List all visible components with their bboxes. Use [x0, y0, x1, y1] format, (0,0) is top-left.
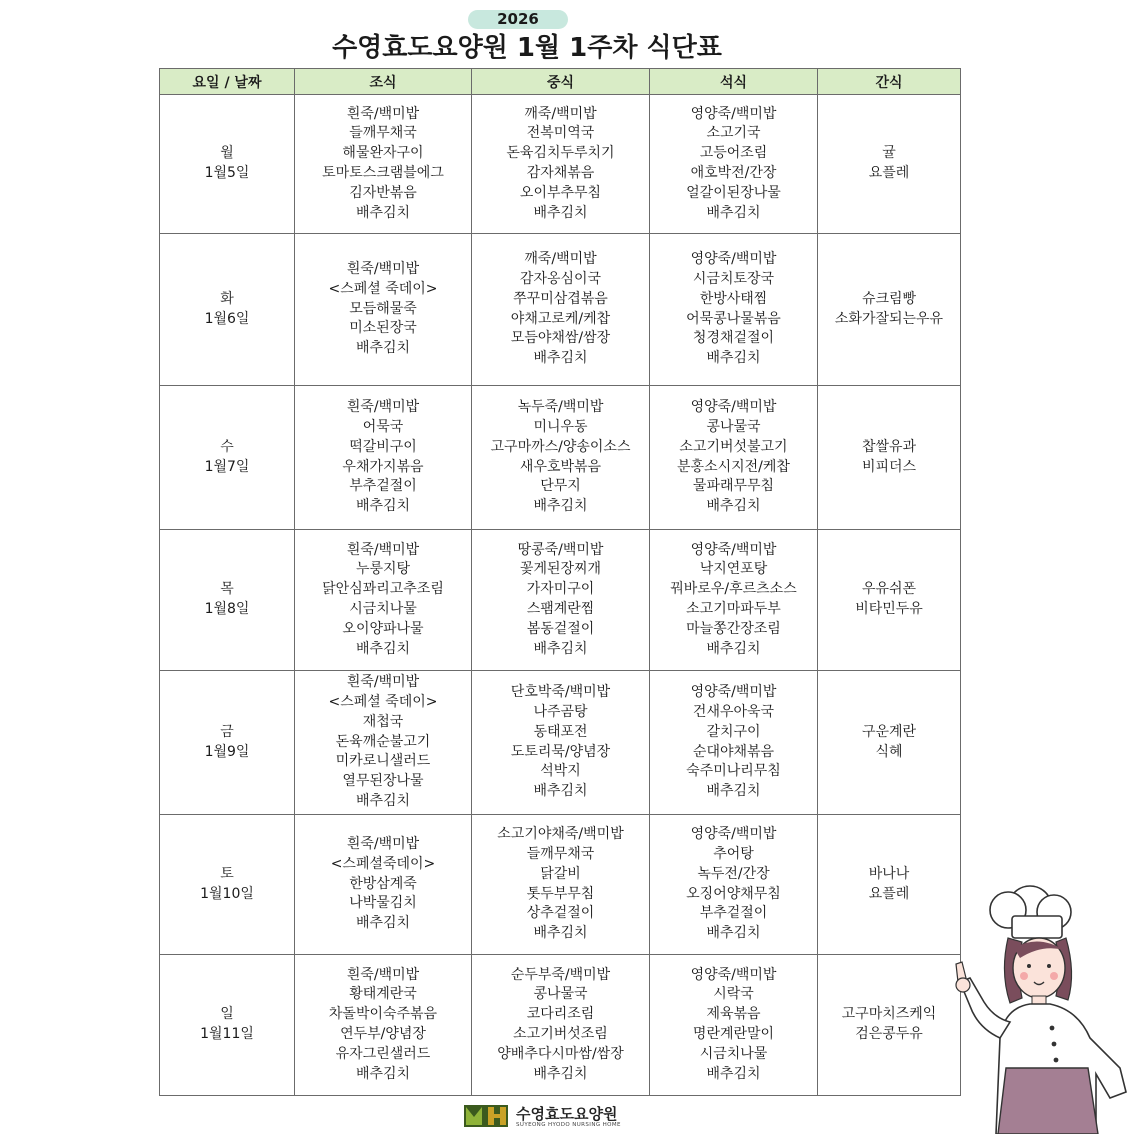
menu-item: 오이양파나물	[342, 620, 424, 637]
menu-item: 부추겉절이	[349, 478, 417, 495]
menu-item: 돈육김치두루치기	[506, 145, 615, 162]
menu-item: 비피더스	[861, 458, 917, 475]
menu-item: 배추김치	[533, 498, 588, 515]
day-date-cell	[160, 234, 295, 386]
logo-subtitle: SUYEONG HYODO NURSING HOME	[516, 1122, 621, 1128]
header-lunch: 중식	[472, 69, 650, 95]
menu-item: 검은콩두유	[855, 1026, 923, 1042]
header-breakfast: 조식	[295, 69, 472, 95]
menu-item: 석박지	[540, 763, 581, 780]
menu-item: 바나나	[868, 865, 910, 882]
snack-cell	[818, 95, 961, 234]
snack-cell	[818, 386, 961, 530]
menu-item: 시락국	[713, 986, 754, 1003]
breakfast-cell	[295, 530, 472, 671]
menu-item: 영양죽/백미밥	[690, 541, 777, 558]
menu-item: 미소된장국	[349, 320, 417, 337]
menu-item: 영양죽/백미밥	[690, 105, 777, 122]
menu-item: 배추김치	[533, 640, 588, 657]
day-label: 일	[220, 1006, 234, 1023]
menu-item: 배추김치	[533, 925, 588, 942]
menu-item: 오이부추무침	[519, 184, 602, 201]
dinner-cell	[650, 955, 818, 1096]
lunch-cell	[472, 955, 650, 1096]
chef-illustration	[930, 878, 1134, 1134]
table-row	[160, 815, 961, 955]
footer-logo	[464, 1103, 654, 1131]
menu-item: 추어탕	[713, 845, 754, 862]
dinner-cell	[650, 671, 818, 815]
menu-item: 배추김치	[706, 925, 761, 942]
menu-item: 소고기야채죽/백미밥	[497, 826, 624, 843]
menu-item: 연두부/양념장	[340, 1026, 426, 1042]
menu-item: 시금치토장국	[692, 270, 775, 287]
date-label: 1월10일	[200, 885, 254, 902]
table-row	[160, 234, 961, 386]
menu-item: 땅콩죽/백미밥	[517, 541, 604, 558]
menu-item: 감자채볶음	[526, 165, 595, 181]
menu-item: 낙지연포탕	[699, 561, 768, 578]
breakfast-cell	[295, 234, 472, 386]
menu-item: 닭갈비	[540, 865, 581, 882]
dinner-cell	[650, 234, 818, 386]
menu-item: 배추김치	[355, 1065, 411, 1082]
menu-item: 배추김치	[533, 783, 588, 800]
menu-item: 흰죽/백미밥	[346, 105, 420, 122]
menu-item: 깨죽/백미밥	[524, 251, 597, 268]
menu-item: 닭안심꽈리고추조림	[322, 581, 444, 598]
header-dinner: 석식	[650, 69, 818, 95]
menu-item: 요플레	[868, 165, 910, 181]
day-date-cell	[160, 95, 295, 234]
menu-item: 순두부죽/백미밥	[510, 966, 611, 983]
menu-item: 귤	[882, 145, 896, 162]
menu-item: 녹두전/간장	[697, 865, 770, 882]
menu-item: 우채가지볶음	[342, 458, 424, 475]
menu-item: 가자미구이	[526, 581, 595, 598]
snack-cell	[818, 234, 961, 386]
logo-mark-icon	[464, 1103, 508, 1129]
menu-item: 전복미역국	[526, 125, 595, 142]
menu-item: 요플레	[868, 885, 910, 902]
menu-item: 꿔바로우/후르츠소스	[670, 581, 797, 598]
menu-item: 배추김치	[706, 783, 761, 800]
menu-item: 톳두부무침	[526, 885, 595, 902]
menu-item: 청경채겉절이	[692, 330, 775, 347]
menu-item: 상추겉절이	[526, 905, 595, 922]
dinner-cell	[650, 530, 818, 671]
menu-item: 모듬야채쌈/쌈장	[510, 330, 611, 347]
menu-item: 흰죽/백미밥	[346, 399, 420, 416]
menu-item: 갈치구이	[706, 723, 761, 740]
dinner-cell	[650, 815, 818, 955]
menu-item: 유자그린샐러드	[335, 1045, 431, 1062]
meal-plan-table	[159, 68, 961, 1096]
menu-item: 영양죽/백미밥	[690, 251, 777, 268]
table-row	[160, 955, 961, 1096]
menu-item: 배추김치	[355, 915, 411, 932]
header-snack: 간식	[818, 69, 961, 95]
menu-item: 순대야채볶음	[692, 743, 775, 760]
menu-item: 토마토스크램블에그	[322, 165, 444, 181]
menu-item: 어묵콩나물볶음	[686, 310, 781, 327]
menu-item: 미카로니샐러드	[335, 753, 431, 770]
menu-item: 배추김치	[355, 640, 411, 657]
menu-item: 건새우아욱국	[692, 703, 775, 720]
menu-item: 돈육깨순불고기	[335, 733, 431, 750]
menu-item: 배추김치	[355, 204, 411, 221]
menu-item: 쭈꾸미삼겹볶음	[513, 290, 608, 307]
date-label: 1월11일	[200, 1026, 254, 1042]
breakfast-cell	[295, 815, 472, 955]
menu-item: 배추김치	[706, 350, 761, 367]
menu-item: 영양죽/백미밥	[690, 684, 777, 701]
breakfast-cell	[295, 955, 472, 1096]
menu-item: 어묵국	[362, 418, 404, 435]
menu-item: 소화가잘되는우유	[834, 310, 944, 327]
menu-item: 해물완자구이	[342, 145, 424, 162]
breakfast-cell	[295, 386, 472, 530]
menu-item: 배추김치	[533, 204, 588, 221]
menu-item: 배추김치	[706, 204, 761, 221]
day-label: 토	[220, 865, 234, 882]
menu-item: 오징어양채무침	[686, 885, 781, 902]
date-label: 1월5일	[204, 165, 250, 181]
menu-item: 한방사태찜	[699, 290, 768, 307]
menu-item: 나주곰탕	[533, 703, 588, 720]
menu-item: 영양죽/백미밥	[690, 826, 777, 843]
menu-item: 새우호박볶음	[519, 458, 602, 475]
menu-item: 흰죽/백미밥	[346, 836, 420, 852]
menu-item: 열무된장나물	[342, 773, 424, 790]
day-date-cell	[160, 671, 295, 815]
menu-item: 미니우동	[533, 418, 588, 435]
day-label: 수	[220, 438, 234, 455]
menu-item: 배추김치	[355, 340, 411, 357]
menu-item: 구운계란	[861, 723, 917, 740]
day-date-cell	[160, 955, 295, 1096]
day-date-cell	[160, 386, 295, 530]
menu-item: 영양죽/백미밥	[690, 399, 777, 416]
year-badge: 2026	[468, 10, 568, 29]
logo-name: 수영효도요양원	[516, 1105, 618, 1123]
menu-item: 한방삼계죽	[349, 875, 417, 892]
table-row	[160, 530, 961, 671]
menu-item: 배추김치	[706, 498, 761, 515]
breakfast-cell	[295, 95, 472, 234]
menu-item: 야채고로케/케찹	[510, 310, 611, 327]
menu-item: 소고기마파두부	[686, 601, 781, 617]
snack-cell	[818, 530, 961, 671]
day-date-cell	[160, 815, 295, 955]
lunch-cell	[472, 234, 650, 386]
menu-item: 고등어조림	[699, 145, 768, 162]
menu-item: 배추김치	[355, 498, 411, 515]
menu-item: 배추김치	[706, 640, 761, 657]
lunch-cell	[472, 530, 650, 671]
menu-item: 우유쉬폰	[861, 581, 917, 598]
menu-item: 분홍소시지전/케찹	[677, 458, 790, 475]
menu-item: 스팸계란찜	[526, 601, 595, 617]
menu-item: 녹두죽/백미밥	[517, 399, 604, 416]
menu-item: 고구마까스/양송이소스	[490, 438, 631, 455]
day-label: 목	[220, 581, 234, 598]
table-row	[160, 386, 961, 530]
menu-item: 얼갈이된장나물	[686, 184, 781, 201]
table-header-row	[160, 69, 961, 95]
menu-item: 깨죽/백미밥	[524, 105, 597, 122]
menu-item: 식혜	[875, 743, 903, 760]
menu-item: 시금치나물	[349, 601, 417, 617]
menu-item: 배추김치	[533, 350, 588, 367]
menu-item: 감자옹심이국	[519, 270, 602, 287]
header-day-date: 요일 / 날짜	[160, 69, 295, 95]
menu-item: 물파래무무침	[692, 478, 775, 495]
menu-item: 애호박전/간장	[690, 165, 777, 181]
lunch-cell	[472, 671, 650, 815]
breakfast-cell	[295, 671, 472, 815]
menu-item: 소고기국	[706, 125, 761, 142]
menu-item: 슈크림빵	[861, 290, 917, 307]
day-date-cell	[160, 530, 295, 671]
menu-item: 김자반볶음	[349, 184, 417, 201]
menu-item: 흰죽/백미밥	[346, 261, 420, 277]
menu-item: 마늘쫑간장조림	[686, 620, 781, 637]
menu-item: 배추김치	[706, 1065, 761, 1082]
menu-item: 콩나물국	[706, 418, 761, 435]
menu-item: 나박물김치	[349, 895, 417, 912]
menu-item: 모듬해물죽	[349, 300, 417, 317]
menu-item: 차돌박이숙주볶음	[328, 1006, 438, 1023]
menu-item: 고구마치즈케익	[841, 1006, 937, 1023]
menu-item: 콩나물국	[533, 986, 588, 1003]
menu-item: <스페셜 죽데이>	[328, 280, 438, 297]
dinner-cell	[650, 386, 818, 530]
menu-item: 동태포전	[533, 723, 588, 740]
menu-item: 꽃게된장찌개	[519, 561, 602, 578]
menu-item: 제육볶음	[706, 1006, 761, 1023]
day-label: 월	[220, 145, 234, 162]
menu-item: 황태계란국	[349, 986, 417, 1003]
menu-item: 도토리묵/양념장	[510, 743, 611, 760]
date-label: 1월7일	[204, 458, 250, 475]
page-title: 수영효도요양원 1월 1주차 식단표	[332, 33, 722, 63]
menu-item: 부추겉절이	[699, 905, 768, 922]
menu-item: 영양죽/백미밥	[690, 966, 777, 983]
menu-item: 소고기버섯불고기	[679, 438, 788, 455]
date-label: 1월9일	[204, 743, 250, 760]
menu-item: 배추김치	[533, 1065, 588, 1082]
menu-item: 누룽지탕	[355, 561, 411, 578]
lunch-cell	[472, 95, 650, 234]
menu-item: 봄동겉절이	[526, 620, 595, 637]
menu-item: <스페셜 죽데이>	[328, 694, 438, 710]
day-label: 금	[220, 723, 234, 740]
table-row	[160, 671, 961, 815]
menu-item: 비타민두유	[855, 601, 923, 617]
day-label: 화	[220, 290, 234, 307]
table-row	[160, 95, 961, 234]
menu-item: 단무지	[540, 478, 581, 495]
menu-item: 소고기버섯조림	[513, 1026, 608, 1042]
menu-item: 양배추다시마쌈/쌈장	[497, 1045, 624, 1062]
menu-item: 들깨무채국	[349, 125, 417, 142]
menu-item: 단호박죽/백미밥	[510, 684, 611, 701]
menu-item: 들깨무채국	[526, 845, 595, 862]
lunch-cell	[472, 815, 650, 955]
menu-item: 숙주미나리무침	[686, 763, 781, 780]
menu-item: 배추김치	[355, 792, 411, 809]
date-label: 1월6일	[204, 310, 250, 327]
menu-item: 시금치나물	[699, 1045, 768, 1062]
dinner-cell	[650, 95, 818, 234]
lunch-cell	[472, 386, 650, 530]
snack-cell	[818, 671, 961, 815]
menu-item: 명란계란말이	[692, 1026, 775, 1042]
menu-item: <스페셜죽데이>	[330, 855, 436, 872]
menu-item: 흰죽/백미밥	[346, 541, 420, 558]
menu-item: 재첩국	[362, 713, 404, 730]
menu-item: 떡갈비구이	[349, 438, 417, 455]
menu-item: 흰죽/백미밥	[346, 966, 420, 983]
date-label: 1월8일	[204, 601, 250, 617]
menu-item: 코다리조림	[526, 1006, 595, 1023]
menu-item: 흰죽/백미밥	[346, 674, 420, 691]
menu-item: 찹쌀유과	[861, 438, 917, 455]
